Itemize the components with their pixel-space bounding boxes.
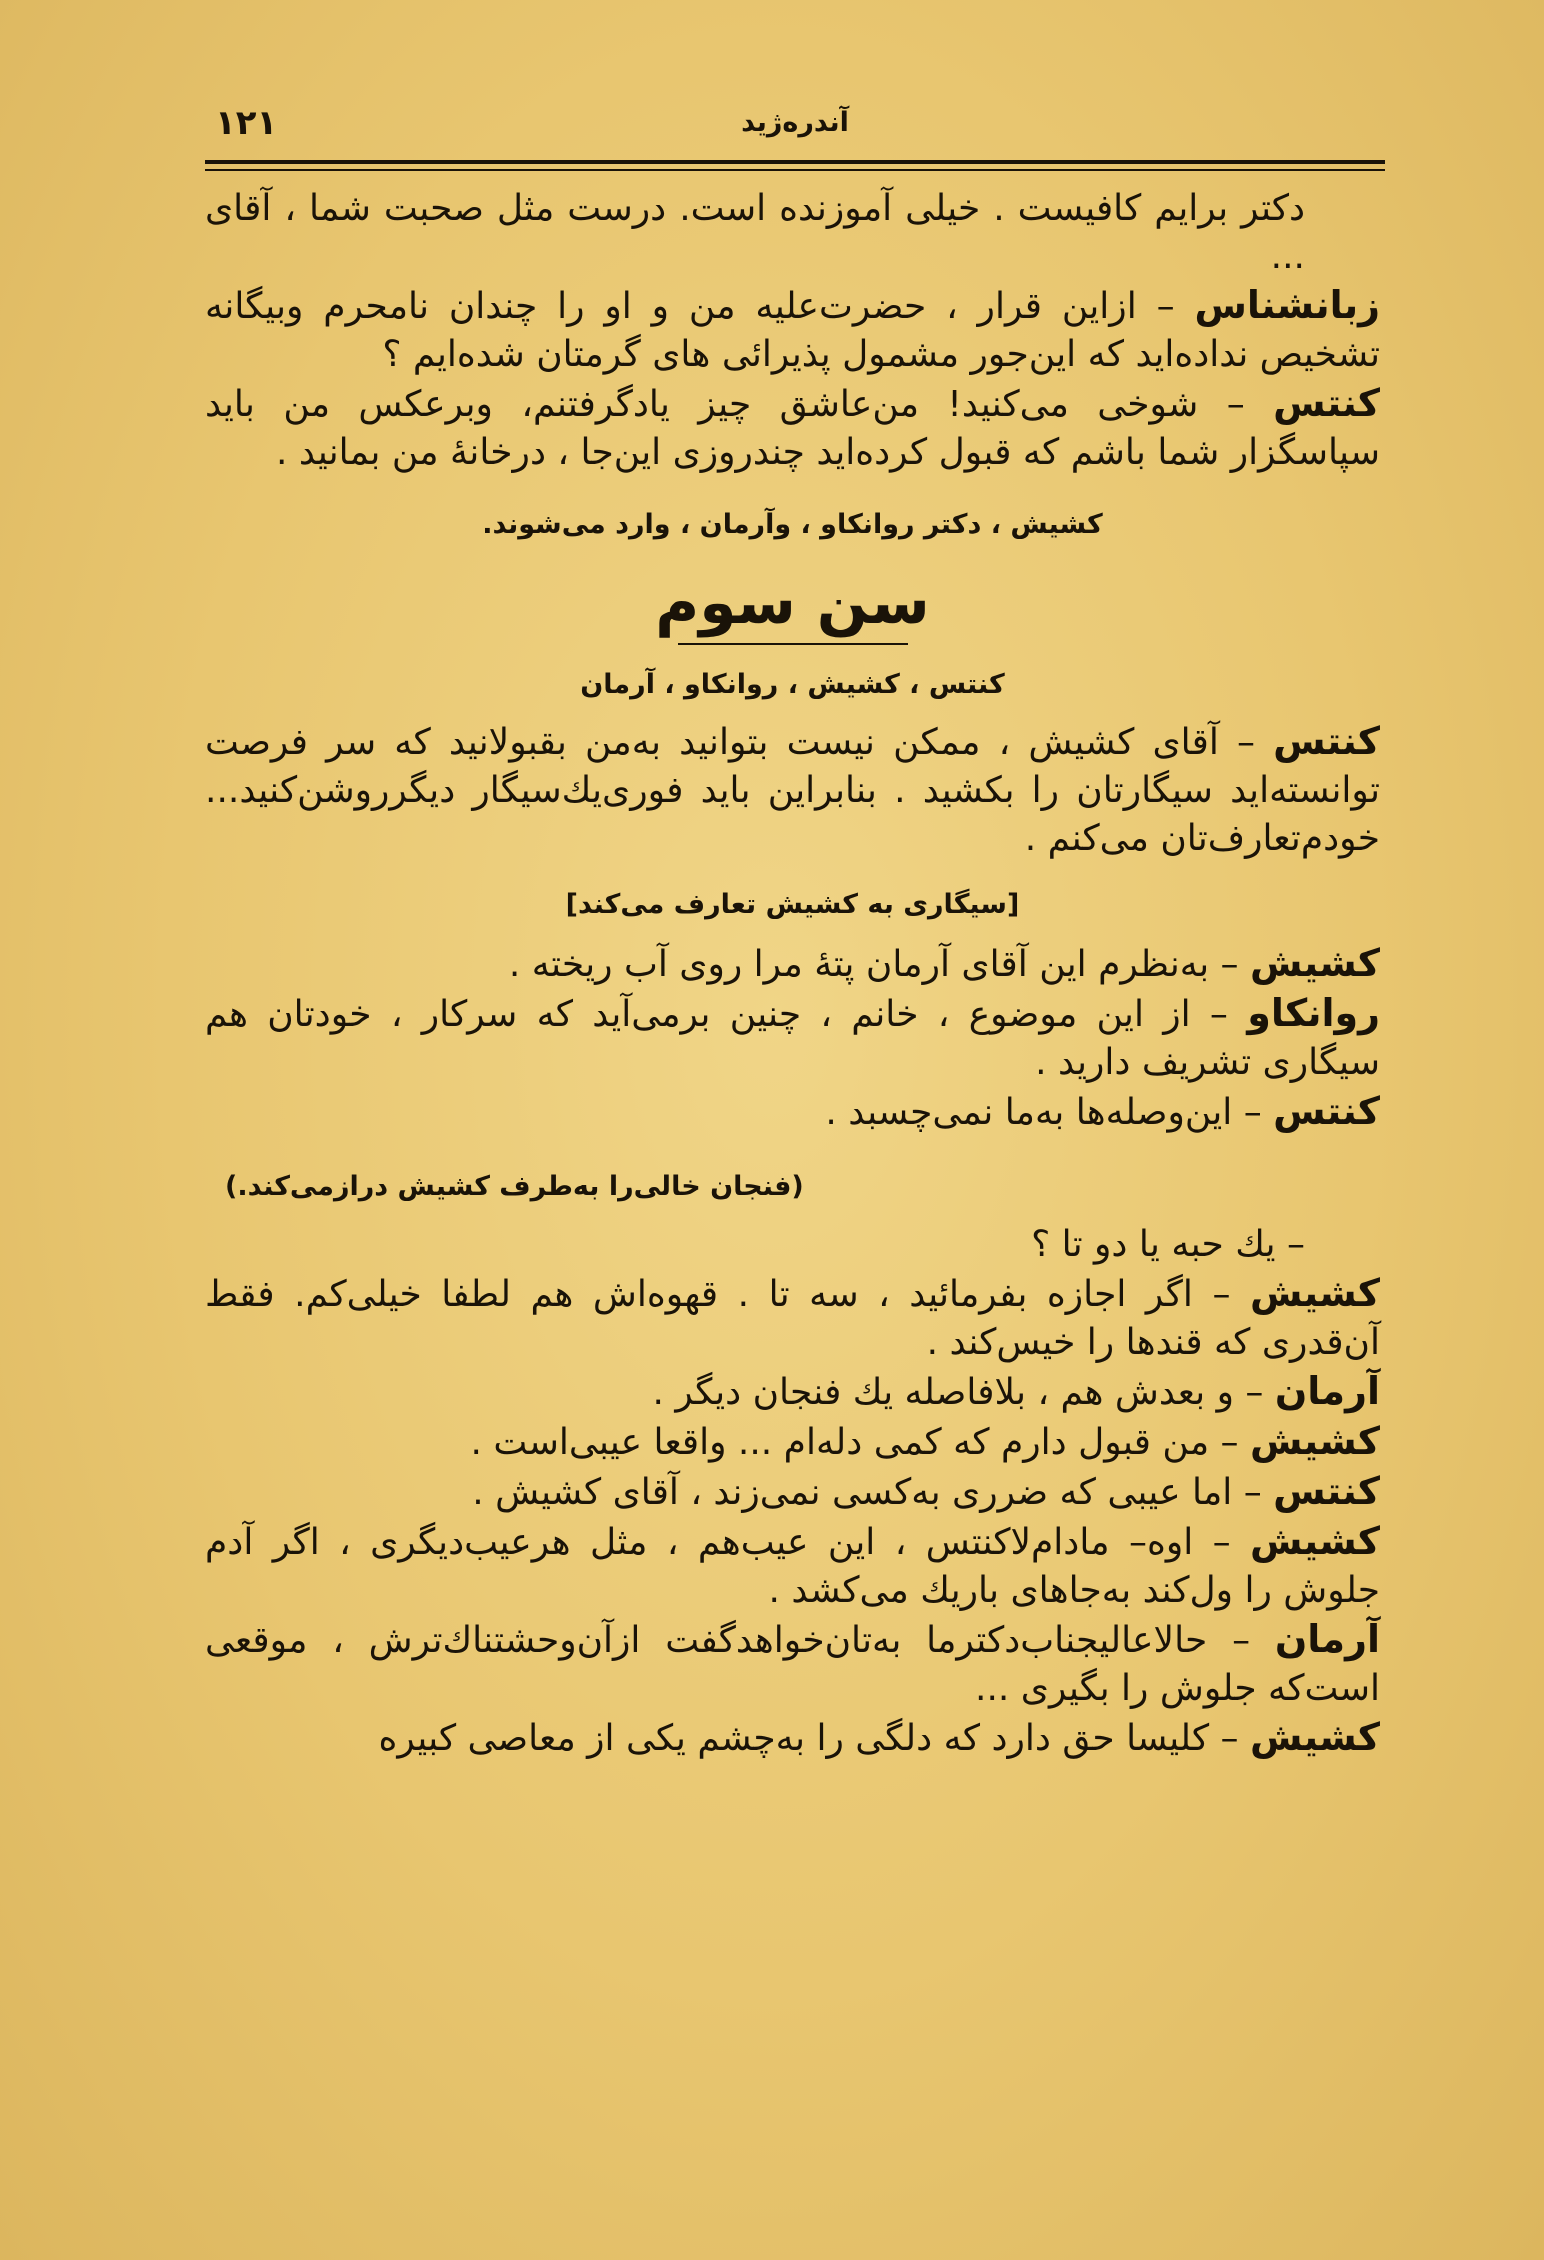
- dialogue-line: کشیش – من قبول دارم که کمی دله‌ام ... واقعا عیبی‌است .: [470, 1419, 1380, 1463]
- speaker-name: کنتس: [1273, 1089, 1380, 1133]
- dialogue-text: اگر اجازه بفرمائید ، سه تا . قهوه‌اش هم لطفا خیلی‌کم. فقط آن‌قدری که قندها را خیس‌کند .: [205, 1274, 1380, 1363]
- speaker-name: آرمان: [1274, 1369, 1380, 1413]
- speaker-name: آرمان: [1274, 1617, 1380, 1661]
- dialogue-line: آرمان – و بعدش هم ، بلافاصله یك فنجان دیگر .: [652, 1369, 1380, 1413]
- dialogue-continuation: دکتر برایم کافیست . خیلی آموزنده است. درست مثل صحبت شما ، آقای ...: [205, 188, 1305, 277]
- dialogue-line: کنتس – اما عیبی که ضرری به‌کسی نمی‌زند ، آقای کشیش .: [472, 1469, 1380, 1513]
- stage-direction: کنتس ، کشیش ، روانکاو ، آرمان: [580, 669, 1005, 700]
- dialogue-text: این‌وصله‌ها به‌ما نمی‌چسبد .: [825, 1092, 1233, 1133]
- dialogue-line: آرمان – حالاعالیجناب‌دکترما به‌تان‌خواهدگفت ازآن‌وحشتناك‌ترش ، موقعی است‌که جلوش را بگیری ...: [205, 1617, 1380, 1709]
- dialogue-line: کنتس – آقای کشیش ، ممکن نیست بتوانید به‌من بقبولانید که سر فرصت توانسته‌اید سیگارتان را بکشید . بنابراین باید فوری‌یك‌سیگار دیگرروشن‌کنید... خودم‌تعارف‌تان می‌کنم .: [205, 719, 1381, 859]
- speaker-name: کشیش: [1250, 1419, 1380, 1463]
- dialogue-line: زبانشناس – ازاین قرار ، حضرت‌علیه من و او را چندان نامحرم وبیگانه تشخیص نداده‌اید که این‌جور مشمول پذیرائی های گرمتان شده‌ایم ؟: [205, 283, 1381, 375]
- dialogue-line: کشیش – به‌نظرم این آقای آرمان پتهٔ مرا روی آب ریخته .: [508, 941, 1380, 985]
- dialogue-text: حالاعالیجناب‌دکترما به‌تان‌خواهدگفت ازآن‌وحشتناك‌ترش ، موقعی است‌که جلوش را بگیری ...: [205, 1620, 1380, 1709]
- speaker-name: کشیش: [1250, 1715, 1380, 1759]
- dialogue-text: به‌نظرم این آقای آرمان پتهٔ مرا روی آب ریخته .: [508, 944, 1210, 985]
- speaker-name: کنتس: [1273, 1469, 1380, 1513]
- dialogue-text: اوه– مادام‌لاکنتس ، این عیب‌هم ، مثل هرعیب‌دیگری ، اگر آدم جلوش را ول‌کند به‌جاهای باریك می‌کشد .: [205, 1522, 1380, 1611]
- dialogue-continuation: – یك حبه یا دو تا ؟: [1031, 1224, 1305, 1265]
- dialogue-line: کشیش – کلیسا حق دارد که دلگی را به‌چشم یکی از معاصی کبیره: [378, 1715, 1380, 1759]
- scene-underline: [678, 643, 908, 645]
- speaker-name: زبانشناس: [1194, 283, 1381, 327]
- speaker-name: کشیش: [1250, 941, 1380, 985]
- running-header: [205, 95, 1385, 145]
- dialogue-text: از این موضوع ، خانم ، چنین برمی‌آید که سرکار ، خودتان هم سیگاری تشریف دارید .: [205, 994, 1380, 1083]
- speaker-name: روانکاو: [1247, 991, 1380, 1035]
- speaker-name: کشیش: [1250, 1271, 1380, 1315]
- dialogue-text: اما عیبی که ضرری به‌کسی نمی‌زند ، آقای کشیش .: [472, 1472, 1233, 1513]
- dialogue-text: شوخی می‌کنید! من‌عاشق چیز یادگرفتنم، وبرعکس من باید سپاسگزار شما باشم که قبول کرده‌اید چندروزی این‌جا ، درخانهٔ من بمانید .: [205, 384, 1380, 473]
- dialogue-text: آقای کشیش ، ممکن نیست بتوانید به‌من بقبولانید که سر فرصت توانسته‌اید سیگارتان را بکشید . بنابراین باید فوری‌یك‌سیگار دیگرروشن‌کنید... خودم‌تعارف‌تان می‌کنم .: [205, 722, 1380, 859]
- dialogue-line: روانکاو – از این موضوع ، خانم ، چنین برمی‌آید که سرکار ، خودتان هم سیگاری تشریف دارید .: [205, 991, 1380, 1083]
- speaker-name: کنتس: [1273, 381, 1380, 425]
- speaker-name: کشیش: [1250, 1519, 1381, 1563]
- scene-title: سن سوم: [655, 568, 930, 638]
- stage-direction: [سیگاری به کشیش تعارف می‌کند]: [565, 889, 1020, 920]
- speaker-name: کنتس: [1273, 719, 1381, 763]
- header-rule-thin: [205, 169, 1385, 171]
- stage-direction: کشیش ، دکتر روانکاو ، وآرمان ، وارد می‌شوند.: [482, 509, 1103, 540]
- dialogue-line: کنتس – این‌وصله‌ها به‌ما نمی‌چسبد .: [825, 1089, 1380, 1133]
- dialogue-text: من قبول دارم که کمی دله‌ام ... واقعا عیبی‌است .: [470, 1422, 1210, 1463]
- page-number: ۱۲۱: [215, 103, 278, 143]
- running-title: آندره‌ژید: [741, 107, 849, 138]
- scene-heading: [205, 563, 1380, 645]
- header-rule-thick: [205, 160, 1385, 164]
- stage-direction: (فنجان خالی‌را به‌طرف کشیش درازمی‌کند.): [225, 1171, 804, 1202]
- page-body: [205, 185, 1380, 1763]
- dialogue-text: ازاین قرار ، حضرت‌علیه من و او را چندان نامحرم وبیگانه تشخیص نداده‌اید که این‌جور مشمول پذیرائی های گرمتان شده‌ایم ؟: [205, 286, 1380, 375]
- dialogue-line: کشیش – اگر اجازه بفرمائید ، سه تا . قهوه‌اش هم لطفا خیلی‌کم. فقط آن‌قدری که قندها را خیس‌کند .: [205, 1271, 1380, 1363]
- dialogue-line: کشیش – اوه– مادام‌لاکنتس ، این عیب‌هم ، مثل هرعیب‌دیگری ، اگر آدم جلوش را ول‌کند به‌جاهای باریك می‌کشد .: [205, 1519, 1381, 1611]
- dialogue-line: کنتس – شوخی می‌کنید! من‌عاشق چیز یادگرفتنم، وبرعکس من باید سپاسگزار شما باشم که قبول کرده‌اید چندروزی این‌جا ، درخانهٔ من بمانید .: [205, 381, 1380, 473]
- dialogue-text: کلیسا حق دارد که دلگی را به‌چشم یکی از معاصی کبیره: [378, 1718, 1210, 1759]
- dialogue-text: و بعدش هم ، بلافاصله یك فنجان دیگر .: [652, 1372, 1234, 1413]
